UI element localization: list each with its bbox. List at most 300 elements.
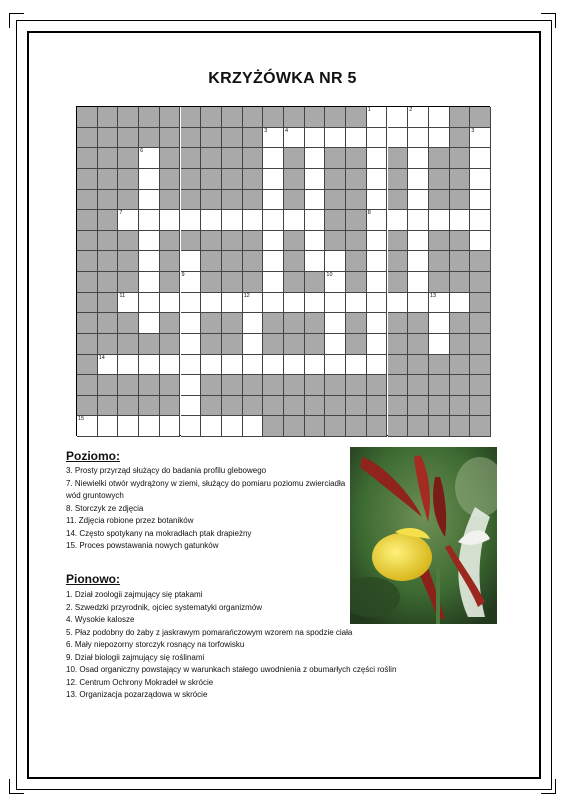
grid-cell-blocked [98,313,119,334]
grid-cell-empty[interactable] [305,210,326,231]
grid-cell-blocked [346,334,367,355]
grid-cell-blocked [222,334,243,355]
across-clues [66,465,346,553]
clue-number: 11 [119,292,126,299]
corner-mark [9,13,24,28]
grid-cell-empty[interactable] [388,293,409,314]
grid-cell-empty[interactable] [263,190,284,211]
grid-cell-empty[interactable] [263,231,284,252]
grid-cell-empty[interactable] [118,355,139,376]
grid-cell-empty[interactable] [118,416,139,437]
grid-cell-empty[interactable] [325,293,346,314]
grid-cell-blocked [429,169,450,190]
grid-cell-empty[interactable] [450,210,471,231]
grid-cell-blocked [450,334,471,355]
grid-cell-blocked [325,169,346,190]
grid-cell-blocked [429,416,450,437]
grid-cell-empty[interactable] [139,210,160,231]
grid-cell-blocked [222,313,243,334]
grid-cell-empty[interactable] [367,190,388,211]
grid-cell-blocked [408,396,429,417]
orchid-photo [350,447,497,624]
grid-cell-empty[interactable] [139,231,160,252]
grid-cell-blocked [450,396,471,417]
grid-cell-blocked [346,148,367,169]
grid-cell-empty[interactable] [429,107,450,128]
grid-cell-blocked [243,396,264,417]
grid-cell-empty[interactable] [118,293,139,314]
grid-cell-blocked [160,334,181,355]
grid-cell-empty[interactable] [305,169,326,190]
grid-cell-empty[interactable] [429,128,450,149]
grid-cell-blocked [346,272,367,293]
grid-cell-blocked [77,128,98,149]
grid-cell-empty[interactable] [222,210,243,231]
grid-cell-empty[interactable] [284,210,305,231]
grid-cell-blocked [77,313,98,334]
grid-cell-blocked [388,396,409,417]
grid-cell-empty[interactable] [284,355,305,376]
grid-cell-blocked [284,272,305,293]
grid-cell-empty[interactable] [367,272,388,293]
grid-cell-blocked [201,128,222,149]
grid-cell-blocked [388,272,409,293]
grid-cell-blocked [325,375,346,396]
grid-cell-blocked [470,355,491,376]
grid-cell-empty[interactable] [118,210,139,231]
grid-cell-blocked [181,190,202,211]
grid-cell-empty[interactable] [139,416,160,437]
orchid-image [350,447,497,624]
grid-cell-empty[interactable] [470,190,491,211]
grid-cell-empty[interactable] [388,128,409,149]
clue-across: 15. Proces powstawania nowych gatunków [66,541,219,550]
clue-number: 12 [243,292,250,299]
grid-cell-blocked [77,375,98,396]
grid-cell-empty[interactable] [222,293,243,314]
grid-cell-blocked [98,169,119,190]
grid-cell-blocked [408,355,429,376]
grid-cell-empty[interactable] [181,416,202,437]
page-title: KRZYŻÓWKA NR 5 [208,70,357,87]
grid-cell-blocked [408,313,429,334]
clue-down: 2. Szwedzki przyrodnik, ojciec systematyki organizmów [66,602,263,612]
clue-number: 6 [140,148,144,155]
down-heading: Pionowo: [66,572,120,586]
grid-cell-blocked [98,272,119,293]
grid-cell-blocked [346,396,367,417]
grid-cell-empty[interactable] [201,210,222,231]
grid-cell-empty[interactable] [429,334,450,355]
grid-cell-blocked [367,416,388,437]
grid-cell-empty[interactable] [470,210,491,231]
grid-cell-blocked [450,107,471,128]
grid-cell-empty[interactable] [450,293,471,314]
grid-cell-empty[interactable] [181,251,202,272]
grid-cell-empty[interactable] [325,128,346,149]
grid-cell-blocked [263,416,284,437]
grid-cell-blocked [388,416,409,437]
grid-cell-blocked [263,396,284,417]
grid-cell-blocked [118,169,139,190]
grid-cell-blocked [325,148,346,169]
grid-cell-empty[interactable] [325,313,346,334]
clue-number: 15 [78,416,85,423]
grid-cell-blocked [222,231,243,252]
grid-cell-blocked [470,272,491,293]
grid-cell-empty[interactable] [181,313,202,334]
clue-across: 7. Niewielki otwór wydrążony w ziemi, służący do pomiaru poziomu zwierciadła wód gruntowych [66,478,346,500]
grid-cell-blocked [222,251,243,272]
grid-cell-blocked [284,334,305,355]
clue-number: 7 [119,210,123,217]
grid-cell-blocked [77,107,98,128]
grid-cell-blocked [450,375,471,396]
grid-cell-empty[interactable] [305,293,326,314]
grid-cell-blocked [263,107,284,128]
grid-cell-blocked [118,190,139,211]
grid-cell-empty[interactable] [305,190,326,211]
grid-cell-blocked [325,396,346,417]
grid-cell-blocked [284,169,305,190]
grid-cell-blocked [346,190,367,211]
grid-cell-blocked [118,272,139,293]
grid-cell-blocked [284,251,305,272]
grid-cell-empty[interactable] [346,355,367,376]
grid-cell-blocked [222,396,243,417]
grid-cell-blocked [305,416,326,437]
grid-cell-blocked [470,313,491,334]
grid-cell-blocked [367,396,388,417]
grid-cell-blocked [243,128,264,149]
grid-cell-blocked [222,190,243,211]
grid-cell-empty[interactable] [367,169,388,190]
grid-cell-empty[interactable] [408,272,429,293]
grid-cell-blocked [470,375,491,396]
grid-cell-empty[interactable] [160,355,181,376]
corner-mark [541,779,556,794]
clue-down: 12. Centrum Ochrony Mokradeł w skrócie [66,677,214,687]
grid-cell-blocked [470,334,491,355]
grid-cell-blocked [77,169,98,190]
grid-cell-empty[interactable] [139,293,160,314]
grid-cell-blocked [284,313,305,334]
grid-cell-empty[interactable] [181,334,202,355]
grid-cell-blocked [388,313,409,334]
grid-cell-blocked [139,334,160,355]
grid-cell-empty[interactable] [243,416,264,437]
grid-cell-blocked [450,251,471,272]
grid-cell-empty[interactable] [77,416,98,437]
grid-cell-blocked [429,190,450,211]
grid-cell-blocked [243,107,264,128]
grid-cell-empty[interactable] [98,416,119,437]
corner-mark [9,779,24,794]
grid-cell-blocked [77,293,98,314]
grid-cell-empty[interactable] [263,251,284,272]
grid-cell-blocked [408,416,429,437]
grid-cell-blocked [118,334,139,355]
grid-cell-blocked [160,251,181,272]
grid-cell-empty[interactable] [243,313,264,334]
crossword-grid [76,106,490,436]
grid-cell-empty[interactable] [201,416,222,437]
grid-cell-blocked [346,416,367,437]
grid-cell-empty[interactable] [139,251,160,272]
grid-cell-empty[interactable] [429,313,450,334]
grid-cell-blocked [470,251,491,272]
clue-number: 8 [367,210,371,217]
grid-cell-empty[interactable] [181,293,202,314]
grid-cell-blocked [284,190,305,211]
grid-cell-blocked [77,190,98,211]
grid-cell-empty[interactable] [181,210,202,231]
grid-cell-blocked [201,251,222,272]
grid-cell-blocked [388,169,409,190]
grid-cell-empty[interactable] [367,107,388,128]
grid-cell-blocked [243,190,264,211]
grid-cell-empty[interactable] [263,293,284,314]
clue-down: 1. Dział zoologii zajmujący się ptakami [66,590,203,599]
grid-cell-blocked [201,272,222,293]
grid-cell-empty[interactable] [367,148,388,169]
grid-cell-empty[interactable] [160,210,181,231]
grid-cell-blocked [201,190,222,211]
grid-cell-blocked [139,396,160,417]
grid-cell-empty[interactable] [346,128,367,149]
grid-cell-empty[interactable] [263,272,284,293]
grid-cell-blocked [388,251,409,272]
grid-cell-empty[interactable] [243,355,264,376]
grid-cell-blocked [470,293,491,314]
grid-cell-empty[interactable] [263,148,284,169]
clue-down: 10. Osad organiczny powstający w warunkach stałego uwodnienia z obumarłych części roślin [66,665,397,674]
grid-cell-empty[interactable] [429,293,450,314]
grid-cell-blocked [305,313,326,334]
grid-cell-empty[interactable] [98,355,119,376]
grid-cell-blocked [450,313,471,334]
grid-cell-blocked [346,169,367,190]
grid-cell-blocked [346,107,367,128]
grid-cell-empty[interactable] [181,272,202,293]
grid-cell-empty[interactable] [263,128,284,149]
grid-cell-blocked [243,272,264,293]
grid-cell-blocked [201,313,222,334]
grid-cell-empty[interactable] [201,355,222,376]
grid-cell-blocked [118,313,139,334]
clue-number: 10 [326,272,333,278]
grid-cell-blocked [98,190,119,211]
clue-number: 1 [367,107,371,113]
grid-cell-empty[interactable] [243,293,264,314]
grid-cell-blocked [243,251,264,272]
grid-cell-empty[interactable] [325,272,346,293]
grid-cell-blocked [139,375,160,396]
grid-cell-empty[interactable] [367,210,388,231]
grid-cell-blocked [98,375,119,396]
grid-cell-blocked [201,148,222,169]
grid-cell-blocked [77,396,98,417]
grid-cell-blocked [139,128,160,149]
grid-cell-blocked [388,190,409,211]
grid-cell-blocked [160,272,181,293]
clue-down: 9. Dział biologii zajmujący się roślinami [66,652,205,662]
grid-cell-empty[interactable] [470,148,491,169]
grid-cell-empty[interactable] [181,396,202,417]
grid-cell-blocked [118,396,139,417]
grid-cell-empty[interactable] [305,231,326,252]
grid-cell-blocked [450,272,471,293]
clue-number: 4 [285,127,289,134]
grid-cell-empty[interactable] [243,334,264,355]
grid-cell-blocked [201,375,222,396]
grid-cell-empty[interactable] [470,169,491,190]
grid-cell-empty[interactable] [408,169,429,190]
grid-cell-blocked [201,334,222,355]
grid-cell-blocked [305,396,326,417]
grid-cell-blocked [77,148,98,169]
grid-cell-blocked [450,169,471,190]
grid-cell-blocked [325,107,346,128]
grid-cell-blocked [77,231,98,252]
grid-cell-blocked [325,210,346,231]
grid-cell-empty[interactable] [408,107,429,128]
grid-cell-empty[interactable] [284,128,305,149]
grid-cell-blocked [429,355,450,376]
grid-cell-empty[interactable] [388,210,409,231]
grid-cell-blocked [222,169,243,190]
grid-cell-empty[interactable] [408,293,429,314]
grid-cell-blocked [429,148,450,169]
grid-cell-blocked [222,375,243,396]
grid-cell-empty[interactable] [284,293,305,314]
grid-cell-blocked [139,107,160,128]
grid-cell-empty[interactable] [367,128,388,149]
grid-cell-empty[interactable] [263,169,284,190]
corner-mark [541,13,556,28]
grid-cell-empty[interactable] [201,293,222,314]
grid-cell-blocked [118,107,139,128]
grid-cell-empty[interactable] [388,107,409,128]
grid-cell-empty[interactable] [263,210,284,231]
clue-number: 2 [409,107,413,113]
grid-cell-blocked [118,128,139,149]
grid-cell-blocked [77,272,98,293]
grid-cell-blocked [429,251,450,272]
grid-cell-empty[interactable] [305,148,326,169]
grid-cell-blocked [346,251,367,272]
grid-cell-blocked [118,148,139,169]
grid-cell-blocked [284,396,305,417]
grid-cell-blocked [160,148,181,169]
grid-cell-empty[interactable] [408,251,429,272]
grid-cell-blocked [222,272,243,293]
grid-cell-empty[interactable] [222,416,243,437]
grid-cell-blocked [98,251,119,272]
grid-cell-blocked [181,107,202,128]
grid-cell-empty[interactable] [367,293,388,314]
grid-cell-blocked [98,107,119,128]
grid-cell-empty[interactable] [181,375,202,396]
grid-cell-empty[interactable] [429,210,450,231]
grid-cell-empty[interactable] [408,190,429,211]
grid-cell-blocked [305,272,326,293]
grid-cell-empty[interactable] [160,293,181,314]
grid-cell-blocked [181,128,202,149]
clue-across: 8. Storczyk ze zdjęcia [66,503,144,513]
grid-cell-empty[interactable] [367,355,388,376]
grid-cell-blocked [243,375,264,396]
grid-cell-blocked [284,148,305,169]
grid-cell-blocked [450,355,471,376]
grid-cell-empty[interactable] [160,416,181,437]
grid-cell-empty[interactable] [139,272,160,293]
grid-cell-empty[interactable] [139,190,160,211]
grid-cell-empty[interactable] [408,128,429,149]
grid-cell-blocked [160,396,181,417]
grid-cell-empty[interactable] [325,251,346,272]
grid-cell-empty[interactable] [325,355,346,376]
grid-cell-empty[interactable] [408,148,429,169]
grid-cell-empty[interactable] [305,251,326,272]
grid-cell-blocked [305,107,326,128]
grid-cell-blocked [160,190,181,211]
grid-cell-blocked [98,334,119,355]
grid-cell-empty[interactable] [305,128,326,149]
grid-cell-blocked [243,231,264,252]
grid-cell-empty[interactable] [139,313,160,334]
clue-number: 9 [181,272,185,278]
grid-cell-empty[interactable] [305,355,326,376]
grid-cell-empty[interactable] [139,355,160,376]
grid-cell-blocked [346,231,367,252]
grid-cell-empty[interactable] [139,148,160,169]
grid-cell-blocked [450,128,471,149]
grid-cell-empty[interactable] [222,355,243,376]
grid-cell-blocked [325,416,346,437]
grid-cell-empty[interactable] [367,231,388,252]
grid-cell-empty[interactable] [470,231,491,252]
clue-number: 3 [471,127,475,134]
grid-cell-empty[interactable] [408,231,429,252]
grid-cell-empty[interactable] [408,210,429,231]
grid-cell-blocked [470,396,491,417]
grid-cell-blocked [346,210,367,231]
grid-cell-blocked [367,375,388,396]
grid-cell-empty[interactable] [263,355,284,376]
grid-cell-empty[interactable] [139,169,160,190]
grid-cell-blocked [470,416,491,437]
grid-cell-blocked [77,334,98,355]
grid-cell-blocked [181,148,202,169]
grid-cell-empty[interactable] [346,293,367,314]
grid-cell-blocked [201,231,222,252]
grid-cell-blocked [98,293,119,314]
grid-cell-empty[interactable] [325,334,346,355]
grid-cell-empty[interactable] [243,210,264,231]
grid-cell-blocked [181,169,202,190]
clue-number: 3 [264,127,268,134]
across-heading: Poziomo: [66,449,120,463]
grid-cell-empty[interactable] [181,355,202,376]
grid-cell-empty[interactable] [367,334,388,355]
grid-cell-empty[interactable] [367,251,388,272]
clue-number: 13 [429,292,437,299]
grid-cell-empty[interactable] [367,313,388,334]
grid-cell-empty[interactable] [470,128,491,149]
grid-cell-blocked [222,148,243,169]
grid-cell-blocked [346,375,367,396]
